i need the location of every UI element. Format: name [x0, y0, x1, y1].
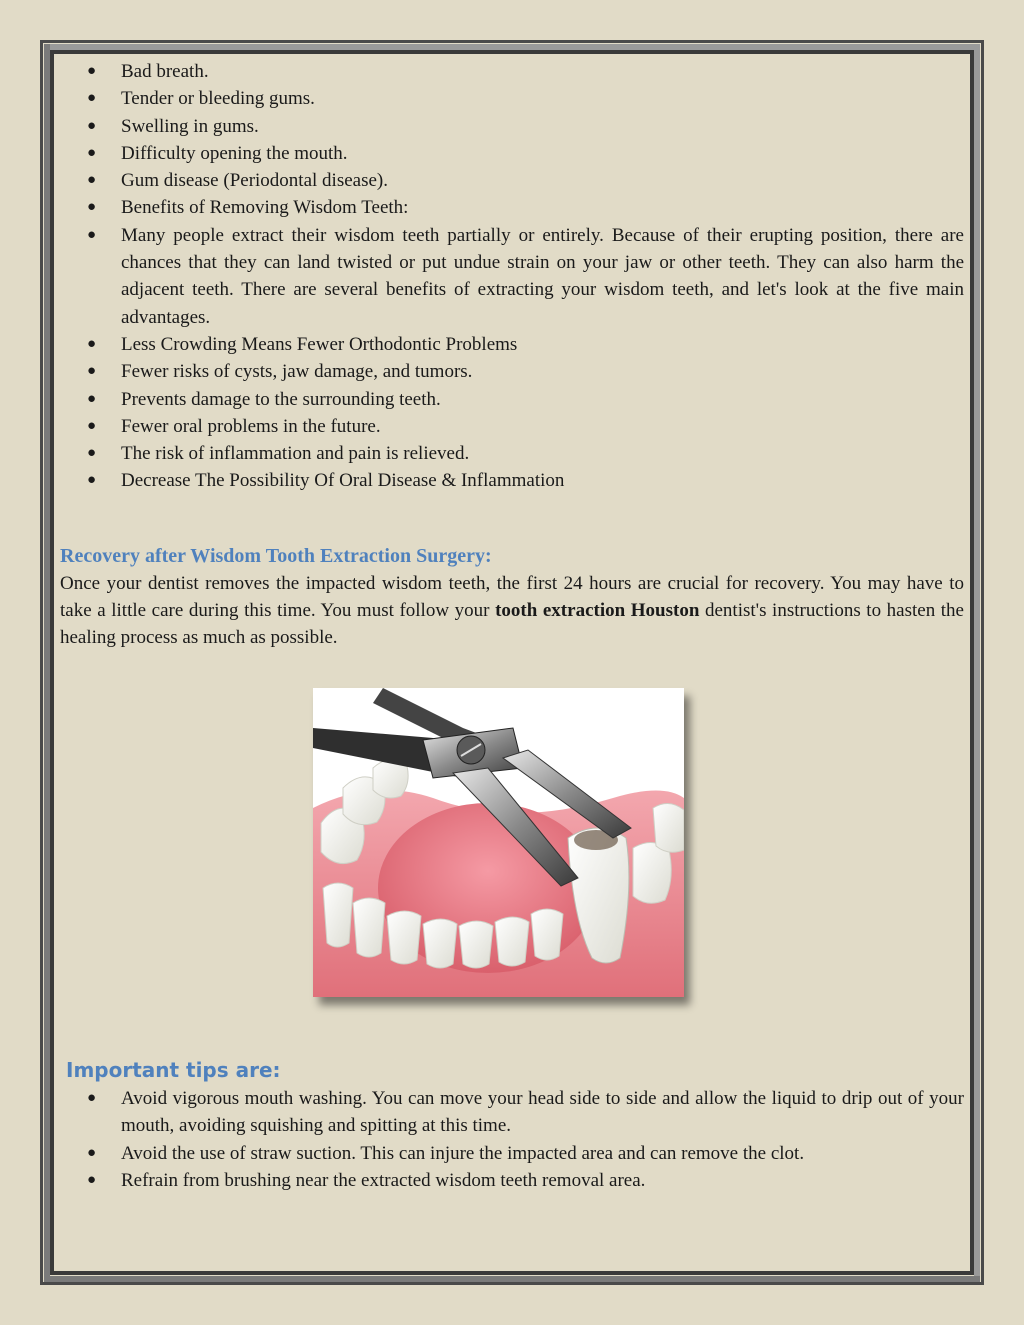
- bullet-icon: ●: [87, 335, 97, 352]
- bullet-icon: ●: [87, 1090, 97, 1106]
- list-item: ● Less Crowding Means Fewer Orthodontic Problems: [60, 331, 964, 358]
- symptoms-benefits-list: [60, 58, 964, 495]
- bullet-icon: ●: [87, 363, 97, 380]
- bullet-icon: ●: [87, 445, 97, 462]
- list-item: ● Fewer oral problems in the future.: [60, 413, 964, 440]
- list-item: ● Swelling in gums.: [60, 113, 964, 140]
- bullet-icon: ●: [87, 90, 97, 107]
- list-item: ● Bad breath.: [60, 58, 964, 85]
- page-border-shade: [974, 44, 980, 1281]
- list-item: ● Difficulty opening the mouth.: [60, 140, 964, 167]
- recovery-heading: Recovery after Wisdom Tooth Extraction Surgery:: [60, 544, 492, 567]
- list-item: ● Avoid the use of straw suction. This can injure the impacted area and can remove the clot.: [60, 1140, 964, 1167]
- bullet-icon: ●: [87, 226, 97, 243]
- bullet-icon: ●: [87, 417, 97, 434]
- bullet-icon: ●: [87, 144, 97, 161]
- tips-section: [60, 1085, 964, 1194]
- recovery-paragraph: Once your dentist removes the impacted wisdom teeth, the first 24 hours are crucial for recovery. You may have to take a little care during this time. You must follow your tooth extraction Houston dentist's instructions to hasten the healing process as much as possible.: [60, 572, 964, 649]
- list-item: ● Benefits of Removing Wisdom Teeth:: [60, 194, 964, 221]
- bullet-icon: ●: [87, 199, 97, 216]
- bullet-icon: ●: [87, 117, 97, 134]
- tips-heading: Important tips are:: [66, 1058, 281, 1082]
- document-body: [60, 58, 964, 652]
- bullet-icon: ●: [87, 390, 97, 407]
- list-item: ● Tender or bleeding gums.: [60, 85, 964, 112]
- tooth-extraction-illustration-icon: [313, 688, 684, 997]
- list-item: ● Fewer risks of cysts, jaw damage, and tumors.: [60, 358, 964, 385]
- list-item: ● Avoid vigorous mouth washing. You can move your head side to side and allow the liquid to drip out of your mouth, avoiding squishing and spitting at this time.: [60, 1085, 964, 1140]
- tips-list: [60, 1085, 964, 1194]
- bullet-icon: ●: [87, 172, 97, 189]
- keyword-link: tooth extraction Houston: [495, 600, 700, 622]
- bullet-icon: ●: [87, 1171, 97, 1188]
- page-border-shade: [44, 1276, 980, 1282]
- list-item: ● Refrain from brushing near the extracted wisdom teeth removal area.: [60, 1167, 964, 1194]
- bullet-icon: ●: [87, 472, 97, 489]
- list-item: ● Decrease The Possibility Of Oral Disease & Inflammation: [60, 467, 964, 494]
- bullet-icon: ●: [87, 63, 97, 79]
- list-item: ● Prevents damage to the surrounding teeth.: [60, 386, 964, 413]
- bullet-icon: ●: [87, 1144, 97, 1161]
- list-item: ● Many people extract their wisdom teeth partially or entirely. Because of their erupting position, there are chances that they can land twisted or put undue strain on your jaw or other teeth. They can also harm the adjacent teeth. There are several benefits of extracting your wisdom teeth, and let's look at the five main advantages.: [60, 222, 964, 331]
- list-item: ● The risk of inflammation and pain is relieved.: [60, 440, 964, 467]
- list-item: ● Gum disease (Periodontal disease).: [60, 167, 964, 194]
